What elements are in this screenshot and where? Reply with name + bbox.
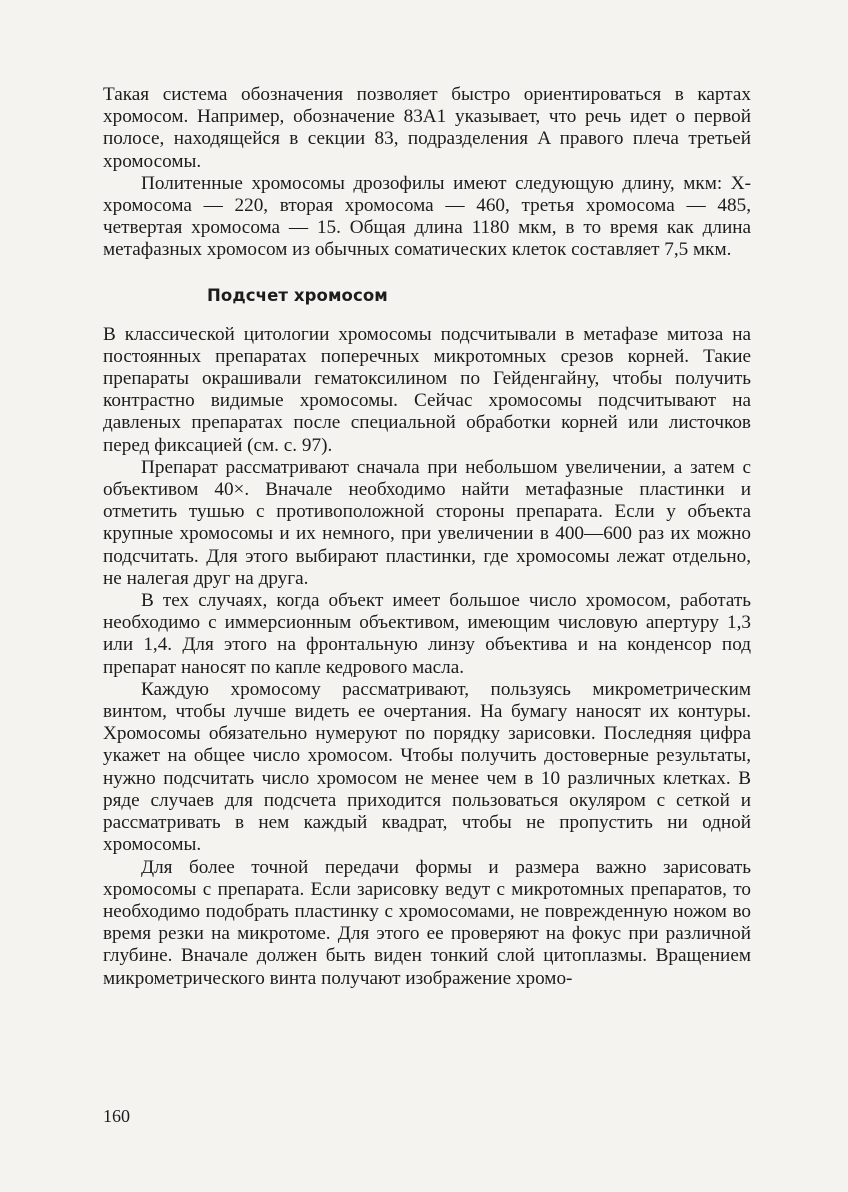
paragraph-precise-drawing: Для более точной передачи формы и размера важно зарисовать хромосомы с препарата. Если зарисовку ведут с микротомных препаратов, то необходимо подобрать пластинку с хромосомами, не поврежденную ножом во время резки на микротоме. Для этого ее проверяют на фокус при различной глубине. Вначале должен быть виден тонкий слой цитоплазмы. Вращением микрометрического винта получают изображение хромо- [103, 856, 751, 989]
section-heading: Подсчет хромосом [207, 285, 388, 305]
page-content [103, 84, 751, 990]
paragraph-polytene-lengths: Политенные хромосомы дрозофилы имеют следующую длину, мкм: X-хромосома — 220, вторая хромосома — 460, третья хромосома — 485, четвертая хромосома — 15. Общая длина 1180 мкм, в то время как длина метафазных хромосом из обычных соматических клеток составляет 7,5 мкм. [103, 172, 751, 261]
paragraph-drawing-contours: Каждую хромосому рассматривают, пользуясь микрометрическим винтом, чтобы лучше видеть ее очертания. На бумагу наносят их контуры. Хромосомы обязательно нумеруют по порядку зарисовки. Последняя цифра укажет на общее число хромосом. Чтобы получить достоверные результаты, нужно подсчитать число хромосом не менее чем в 10 различных клетках. В ряде случаев для подсчета приходится пользоваться окуляром с сеткой и рассматривать в нем каждый квадрат, чтобы не пропустить ни одной хромосомы. [103, 678, 751, 856]
paragraph-classical-cytology: В классической цитологии хромосомы подсчитывали в метафазе митоза на постоянных препаратах поперечных микротомных срезов корней. Такие препараты окрашивали гематоксилином по Гейденгайну, чтобы получить контрастно видимые хромосомы. Сейчас хромосомы подсчитывают на давленых препаратах после специальной обработки корней или листочков перед фиксацией (см. с. 97). [103, 323, 751, 456]
page-number: 160 [103, 1106, 130, 1126]
paragraph-immersion-objective: В тех случаях, когда объект имеет большое число хромосом, работать необходимо с иммерсионным объективом, имеющим числовую апертуру 1,3 или 1,4. Для этого на фронтальную линзу объектива и на конденсор под препарат наносят по капле кедрового масла. [103, 590, 751, 678]
paragraph-band-notation: Такая система обозначения позволяет быстро ориентироваться в картах хромосом. Например, обозначение 83A1 указывает, что речь идет о первой полосе, находящейся в секции 83, подразделения A правого плеча третьей хромосомы. [103, 84, 751, 172]
paragraph-preparation-viewing: Препарат рассматривают сначала при небольшом увеличении, а затем с объективом 40×. Вначале необходимо найти метафазные пластинки и отметить тушью с противоположной стороны препарата. Если у объекта крупные хромосомы и их немного, при увеличении в 400—600 раз их можно подсчитать. Для этого выбирают пластинки, где хромосомы лежат отдельно, не налегая друг на друга. [103, 456, 751, 589]
